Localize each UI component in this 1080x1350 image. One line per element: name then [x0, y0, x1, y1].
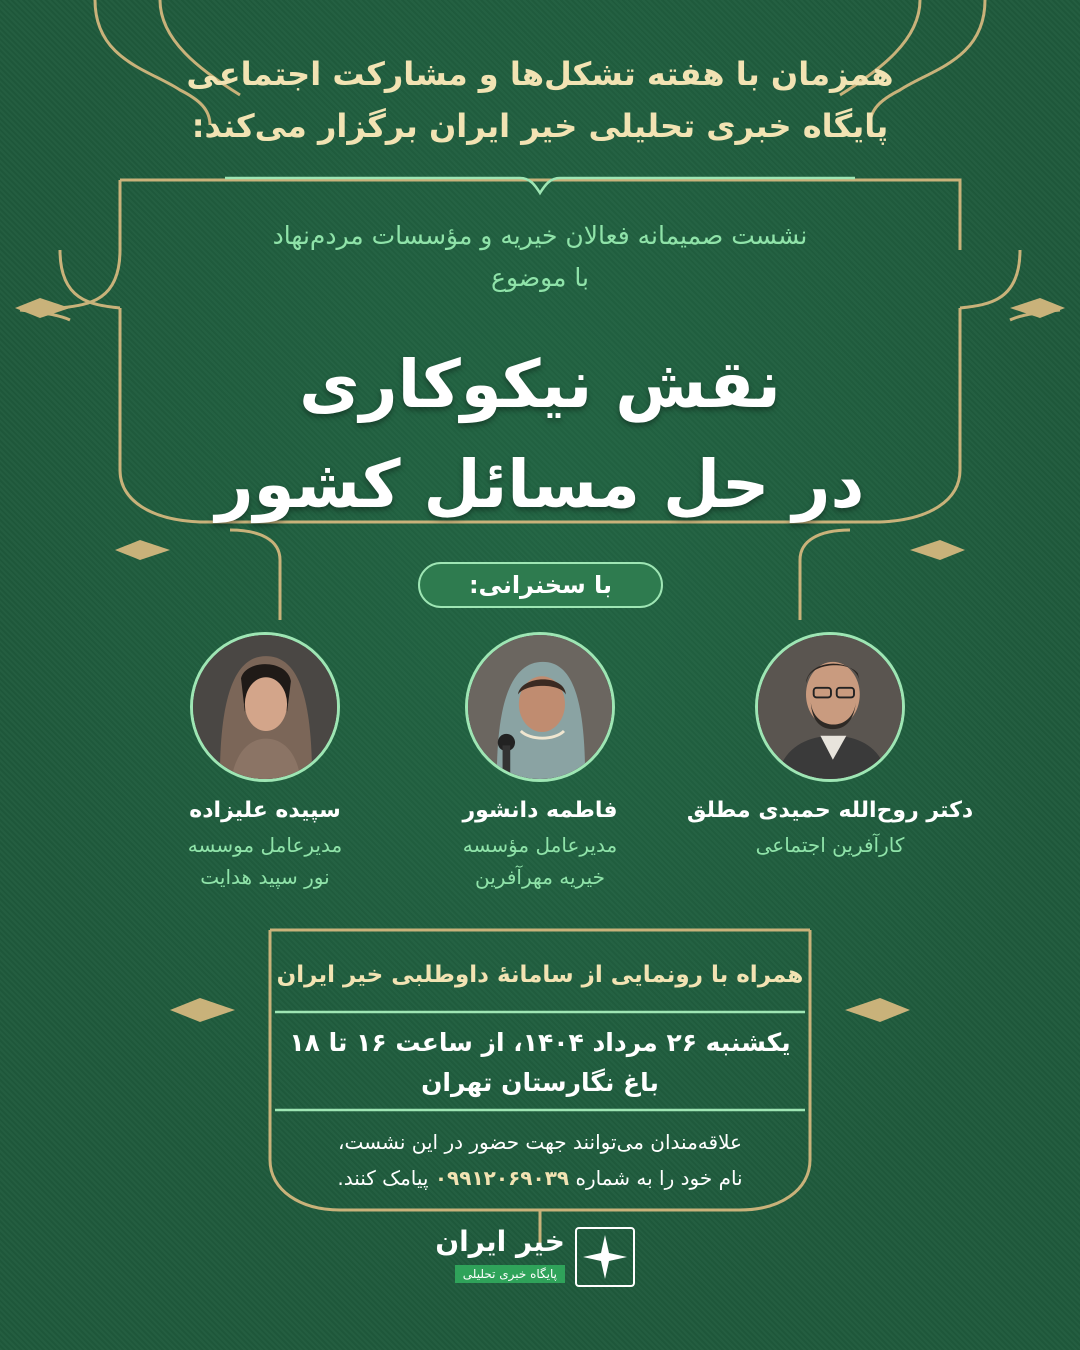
- session-line-2: با موضوع: [491, 263, 589, 292]
- speaker-role: کارآفرین اجتماعی: [755, 833, 905, 857]
- logo-tagline: پایگاه خبری تحلیلی: [455, 1265, 565, 1283]
- sms-phone-number: ۰۹۹۱۲۰۶۹۰۳۹: [434, 1166, 570, 1190]
- woman-portrait-icon: [193, 635, 337, 779]
- registration-line-1: علاقه‌مندان می‌توانند جهت حضور در این نشست،: [338, 1130, 742, 1154]
- speaker-photo: [755, 632, 905, 782]
- registration-note: [0, 1124, 1080, 1196]
- speaker-card: [665, 632, 995, 861]
- man-portrait-icon: [758, 635, 902, 779]
- speaker-role: مدیرعامل موسسه نور سپید هدایت: [187, 833, 343, 889]
- woman-portrait-icon: [468, 635, 612, 779]
- brand-logo: [435, 1225, 635, 1289]
- speaker-photo: [190, 632, 340, 782]
- session-line-1: نشست صمیمانه فعالان خیریه و مؤسسات مردم‌نهاد: [272, 221, 808, 250]
- speaker-card: [100, 632, 430, 893]
- intro-line-1: همزمان با هفته تشکل‌ها و مشارکت اجتماعی: [186, 55, 894, 93]
- event-details: [0, 1023, 1080, 1103]
- speaker-name: سپیده علیزاده: [189, 798, 341, 823]
- speaker-name: فاطمه دانشور: [462, 798, 618, 823]
- intro-heading: [0, 48, 1080, 152]
- event-title: [0, 335, 1080, 535]
- intro-line-2: پایگاه خبری تحلیلی خیر ایران برگزار می‌کند:: [191, 107, 889, 145]
- registration-prefix: نام خود را به شماره: [575, 1166, 743, 1190]
- event-venue: باغ نگارستان تهران: [421, 1068, 659, 1097]
- session-subtitle: [0, 215, 1080, 299]
- speakers-label: با سخنرانی:: [418, 562, 663, 608]
- speaker-role: مدیرعامل مؤسسه خیریه مهرآفرین: [462, 833, 618, 889]
- diamond-star-icon: [575, 1227, 635, 1287]
- logo-name: خیر ایران: [435, 1225, 565, 1258]
- speaker-photo: [465, 632, 615, 782]
- launch-announcement: همراه با رونمایی از سامانهٔ داوطلبی خیر ایران: [276, 962, 804, 988]
- event-date: یکشنبه ۲۶ مرداد ۱۴۰۴، از ساعت ۱۶ تا ۱۸: [289, 1028, 791, 1057]
- registration-line-2: [0, 1160, 1080, 1196]
- speaker-name: دکتر روح‌الله حمیدی مطلق: [686, 798, 974, 823]
- title-line-1: نقش نیکوکاری: [299, 346, 781, 423]
- registration-suffix: پیامک کنند.: [337, 1166, 429, 1190]
- title-line-2: در حل مسائل کشور: [215, 446, 865, 523]
